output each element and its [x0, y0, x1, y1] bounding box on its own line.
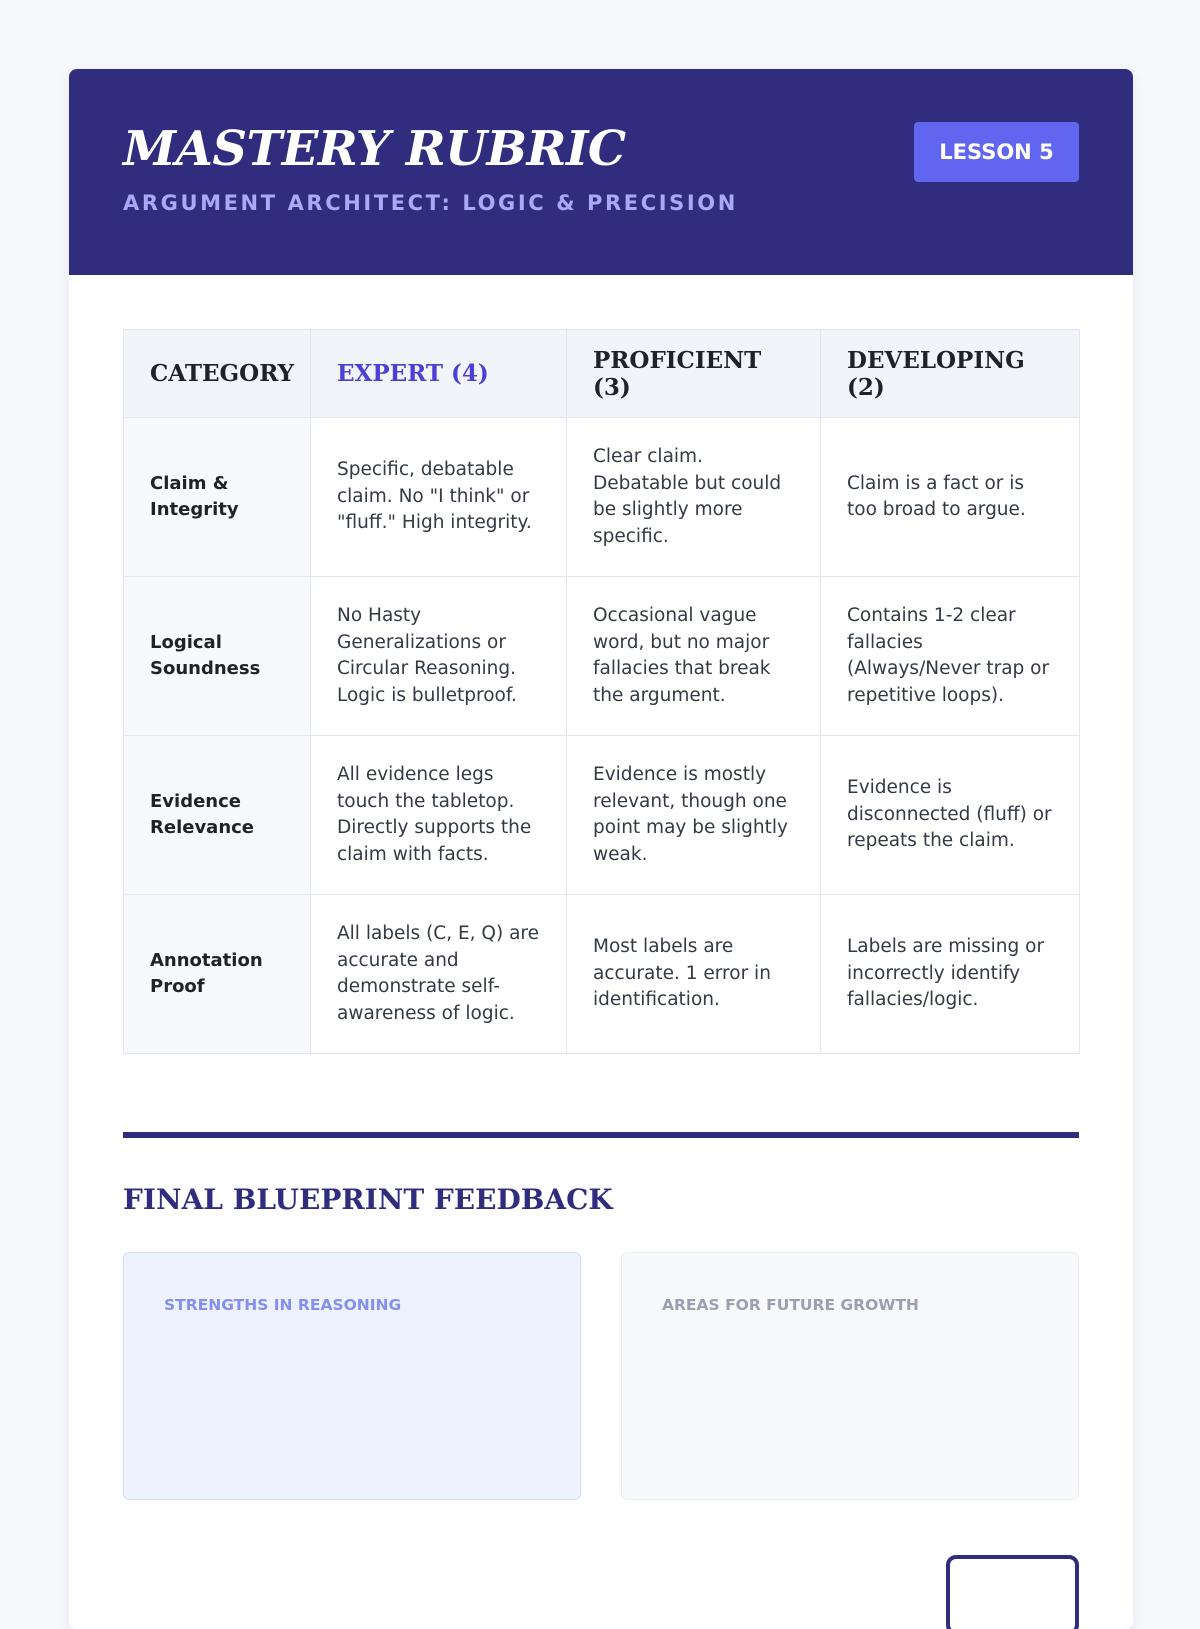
row-category: Annotation Proof	[124, 895, 311, 1054]
rubric-header-row	[124, 330, 1080, 418]
growth-label: AREAS FOR FUTURE GROWTH	[662, 1296, 919, 1314]
page-title: MASTERY RUBRIC	[123, 121, 626, 177]
growth-box[interactable]	[621, 1252, 1079, 1500]
expert-cell: All labels (C, E, Q) are accurate and demonstrate self-awareness of logic.	[311, 895, 567, 1054]
proficient-cell: Most labels are accurate. 1 error in identification.	[567, 895, 821, 1054]
developing-cell: Claim is a fact or is too broad to argue.	[821, 418, 1080, 577]
section-divider	[123, 1132, 1079, 1138]
rubric-header	[69, 69, 1133, 275]
developing-cell: Evidence is disconnected (fluff) or repeats the claim.	[821, 736, 1080, 895]
developing-cell: Contains 1-2 clear fallacies (Always/Never trap or repetitive loops).	[821, 577, 1080, 736]
expert-cell: Specific, debatable claim. No "I think" or "fluff." High integrity.	[311, 418, 567, 577]
table-row	[124, 736, 1080, 895]
rubric-table	[123, 329, 1080, 1054]
column-header-expert: EXPERT (4)	[311, 330, 567, 418]
expert-cell: No Hasty Generalizations or Circular Reasoning. Logic is bulletproof.	[311, 577, 567, 736]
rubric-card	[69, 69, 1133, 1629]
strengths-box[interactable]	[123, 1252, 581, 1500]
page-subtitle: ARGUMENT ARCHITECT: LOGIC & PRECISION	[123, 191, 738, 215]
proficient-cell: Evidence is mostly relevant, though one point may be slightly weak.	[567, 736, 821, 895]
proficient-cell: Clear claim. Debatable but could be slightly more specific.	[567, 418, 821, 577]
column-header-category: CATEGORY	[124, 330, 311, 418]
action-button[interactable]	[946, 1555, 1079, 1629]
column-header-proficient: PROFICIENT (3)	[567, 330, 821, 418]
expert-cell: All evidence legs touch the tabletop. Directly supports the claim with facts.	[311, 736, 567, 895]
developing-cell: Labels are missing or incorrectly identify fallacies/logic.	[821, 895, 1080, 1054]
strengths-label: STRENGTHS IN REASONING	[164, 1296, 402, 1314]
lesson-badge: LESSON 5	[914, 122, 1079, 182]
row-category: Claim & Integrity	[124, 418, 311, 577]
row-category: Evidence Relevance	[124, 736, 311, 895]
proficient-cell: Occasional vague word, but no major fallacies that break the argument.	[567, 577, 821, 736]
table-row	[124, 418, 1080, 577]
row-category: Logical Soundness	[124, 577, 311, 736]
table-row	[124, 577, 1080, 736]
table-row	[124, 895, 1080, 1054]
feedback-title: FINAL BLUEPRINT FEEDBACK	[123, 1183, 613, 1216]
column-header-developing: DEVELOPING (2)	[821, 330, 1080, 418]
